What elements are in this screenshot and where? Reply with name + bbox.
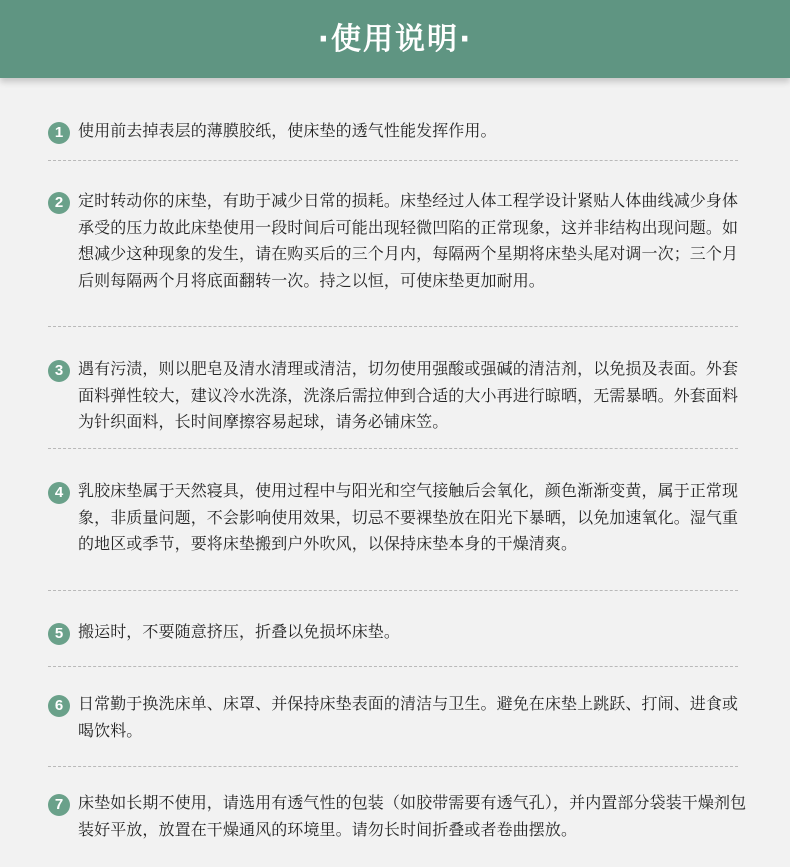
page-title: ·使用说明· [317,22,473,57]
number-badge: 6 [48,695,70,717]
instruction-text: 使用前去掉表层的薄膜胶纸，使床垫的透气性能发挥作用。 [78,121,497,140]
instruction-text: 遇有污渍，则以肥皂及清水清理或清洁，切勿使用强酸或强碱的清洁剂，以免损及表面。外套面料弹性较大，建议冷水洗涤，洗涤后需拉伸到合适的大小再进行晾晒，无需暴晒。外套面料为针织面料，长时间摩擦容易起球，请务必铺床笠。 [78,359,739,431]
instructions-list [0,78,790,867]
number-badge: 1 [48,122,70,144]
number-badge: 3 [48,360,70,382]
number-badge: 7 [48,794,70,816]
number-badge: 5 [48,623,70,645]
instruction-text: 床垫如长期不使用，请选用有透气性的包装（如胶带需要有透气孔），并内置部分袋装干燥剂包装好平放，放置在干燥通风的环境里。请勿长时间折叠或者卷曲摆放。 [78,793,747,839]
dashed-divider [48,666,738,667]
instruction-text: 搬运时，不要随意挤压，折叠以免损坏床垫。 [78,622,401,641]
dashed-divider [48,326,738,327]
dashed-divider [48,448,738,449]
instruction-text: 定时转动你的床垫，有助于减少日常的损耗。床垫经过人体工程学设计紧贴人体曲线减少身体承受的压力故此床垫使用一段时间后可能出现轻微凹陷的正常现象，这并非结构出现问题。如想减少这种现象的发生，请在购买后的三个月内，每隔两个星期将床垫头尾对调一次；三个月后则每隔两个月将底面翻转一次。持之以恒，可使床垫更加耐用。 [78,191,739,290]
instruction-text: 日常勤于换洗床单、床罩、并保持床垫表面的清洁与卫生。避免在床垫上跳跃、打闹、进食或喝饮料。 [78,694,739,740]
header-banner [0,0,790,78]
number-badge: 4 [48,482,70,504]
dashed-divider [48,160,738,161]
number-badge: 2 [48,192,70,214]
dashed-divider [48,590,738,591]
instruction-text: 乳胶床垫属于天然寝具，使用过程中与阳光和空气接触后会氧化，颜色渐渐变黄，属于正常现象，非质量问题，不会影响使用效果，切忌不要裸垫放在阳光下暴晒，以免加速氧化。湿气重的地区或季节，要将床垫搬到户外吹风，以保持床垫本身的干燥清爽。 [78,481,739,553]
dashed-divider [48,766,738,767]
